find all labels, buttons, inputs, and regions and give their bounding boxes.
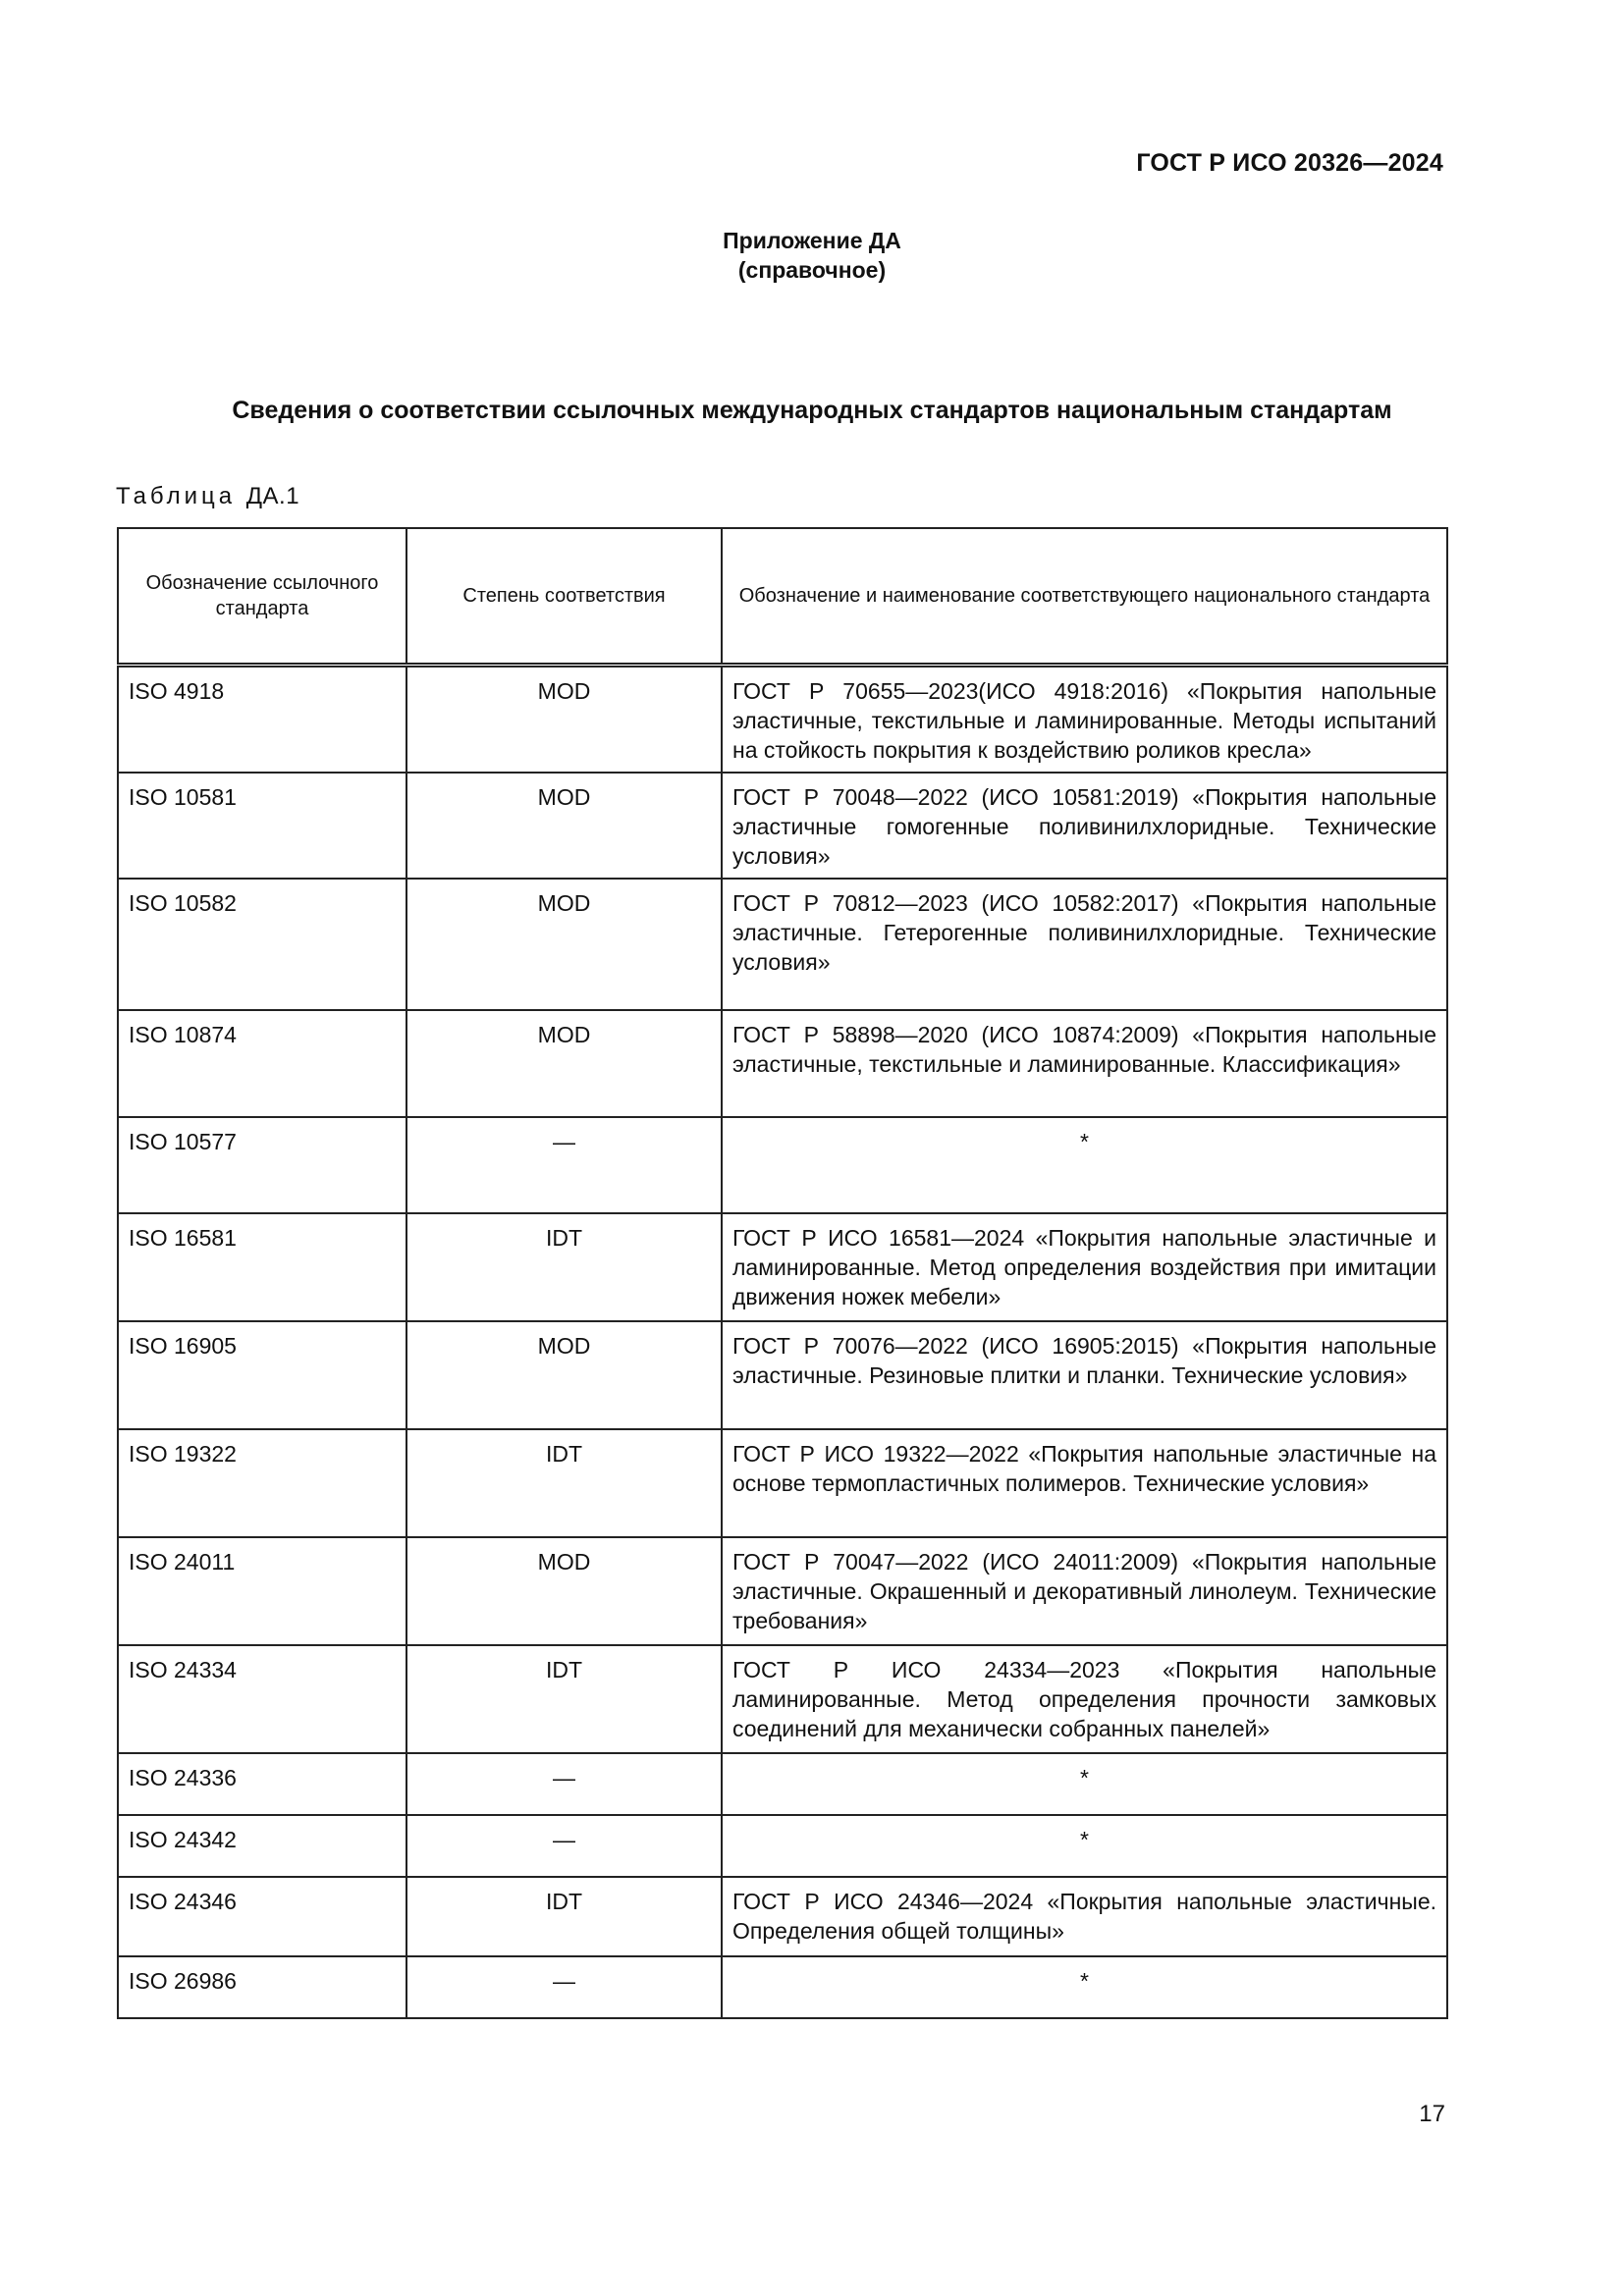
- header-ref-standard: Обозначение ссылочного стандарта: [118, 528, 406, 666]
- table-row: [118, 1117, 1447, 1213]
- table-row: [118, 1877, 1447, 1956]
- ref-cell: ISO 19322: [118, 1429, 406, 1537]
- national-cell: ГОСТ Р 70048—2022 (ИСО 10581:2019) «Покрытия напольные эластичные гомогенные поливинилхлоридные. Технические условия»: [722, 773, 1447, 879]
- ref-cell: ISO 10874: [118, 1010, 406, 1117]
- degree-cell: MOD: [406, 666, 722, 774]
- degree-cell: MOD: [406, 773, 722, 879]
- ref-cell: ISO 24334: [118, 1645, 406, 1753]
- table-row: [118, 879, 1447, 1010]
- degree-cell: MOD: [406, 1321, 722, 1429]
- degree-cell: —: [406, 1815, 722, 1877]
- degree-cell: MOD: [406, 1537, 722, 1645]
- national-cell: *: [722, 1956, 1447, 2018]
- national-cell: ГОСТ Р 58898—2020 (ИСО 10874:2009) «Покрытия напольные эластичные, текстильные и ламинированные. Классификация»: [722, 1010, 1447, 1117]
- national-cell: ГОСТ Р 70812—2023 (ИСО 10582:2017) «Покрытия напольные эластичные. Гетерогенные поливинилхлоридные. Технические условия»: [722, 879, 1447, 1010]
- table-caption-prefix: Таблица: [116, 483, 237, 509]
- degree-cell: IDT: [406, 1429, 722, 1537]
- national-cell: ГОСТ Р 70655—2023(ИСО 4918:2016) «Покрытия напольные эластичные, текстильные и ламинированные. Методы испытаний на стойкость покрытия к воздействию роликов кресла»: [722, 666, 1447, 774]
- table-row: [118, 666, 1447, 774]
- table-row: [118, 1213, 1447, 1321]
- table-caption: [116, 483, 299, 510]
- national-cell: *: [722, 1117, 1447, 1213]
- table-row: [118, 1645, 1447, 1753]
- ref-cell: ISO 16905: [118, 1321, 406, 1429]
- header-national-standard: Обозначение и наименование соответствующего национального стандарта: [722, 528, 1447, 666]
- degree-cell: IDT: [406, 1645, 722, 1753]
- table-row: [118, 1429, 1447, 1537]
- degree-cell: —: [406, 1117, 722, 1213]
- national-cell: ГОСТ Р 70076—2022 (ИСО 16905:2015) «Покрытия напольные эластичные. Резиновые плитки и планки. Технические условия»: [722, 1321, 1447, 1429]
- table-row: [118, 1753, 1447, 1815]
- national-cell: ГОСТ Р ИСО 24346—2024 «Покрытия напольные эластичные. Определения общей толщины»: [722, 1877, 1447, 1956]
- correspondence-table: [117, 527, 1448, 2019]
- header-degree: Степень соответствия: [406, 528, 722, 666]
- ref-cell: ISO 24342: [118, 1815, 406, 1877]
- appendix-subtitle: (справочное): [737, 257, 887, 283]
- national-cell: *: [722, 1753, 1447, 1815]
- document-code: ГОСТ Р ИСО 20326—2024: [1136, 149, 1443, 177]
- ref-cell: ISO 24336: [118, 1753, 406, 1815]
- degree-cell: IDT: [406, 1213, 722, 1321]
- table-row: [118, 1321, 1447, 1429]
- degree-cell: —: [406, 1956, 722, 2018]
- table-row: [118, 1815, 1447, 1877]
- national-cell: ГОСТ Р ИСО 24334—2023 «Покрытия напольные ламинированные. Метод определения прочности замковых соединений для механически собранных панелей»: [722, 1645, 1447, 1753]
- national-cell: ГОСТ Р ИСО 16581—2024 «Покрытия напольные эластичные и ламинированные. Метод определения воздействия при имитации движения ножек мебели»: [722, 1213, 1447, 1321]
- national-cell: *: [722, 1815, 1447, 1877]
- ref-cell: ISO 26986: [118, 1956, 406, 2018]
- ref-cell: ISO 10581: [118, 773, 406, 879]
- appendix-title: Приложение ДА: [723, 228, 901, 253]
- ref-cell: ISO 4918: [118, 666, 406, 774]
- degree-cell: MOD: [406, 879, 722, 1010]
- table-row: [118, 1010, 1447, 1117]
- appendix-heading: [0, 226, 1624, 285]
- table-row: [118, 1537, 1447, 1645]
- ref-cell: ISO 24011: [118, 1537, 406, 1645]
- table-header-row: [118, 528, 1447, 666]
- degree-cell: IDT: [406, 1877, 722, 1956]
- degree-cell: —: [406, 1753, 722, 1815]
- table-caption-number: ДА.1: [245, 483, 300, 509]
- national-cell: ГОСТ Р ИСО 19322—2022 «Покрытия напольные эластичные на основе термопластичных полимеров. Технические условия»: [722, 1429, 1447, 1537]
- national-cell: ГОСТ Р 70047—2022 (ИСО 24011:2009) «Покрытия напольные эластичные. Окрашенный и декоративный линолеум. Технические требования»: [722, 1537, 1447, 1645]
- ref-cell: ISO 16581: [118, 1213, 406, 1321]
- ref-cell: ISO 24346: [118, 1877, 406, 1956]
- ref-cell: ISO 10577: [118, 1117, 406, 1213]
- section-title: Сведения о соответствии ссылочных международных стандартов национальным стандартам: [232, 397, 1392, 424]
- page-number: 17: [1419, 2101, 1445, 2127]
- degree-cell: MOD: [406, 1010, 722, 1117]
- ref-cell: ISO 10582: [118, 879, 406, 1010]
- table-row: [118, 773, 1447, 879]
- table-row: [118, 1956, 1447, 2018]
